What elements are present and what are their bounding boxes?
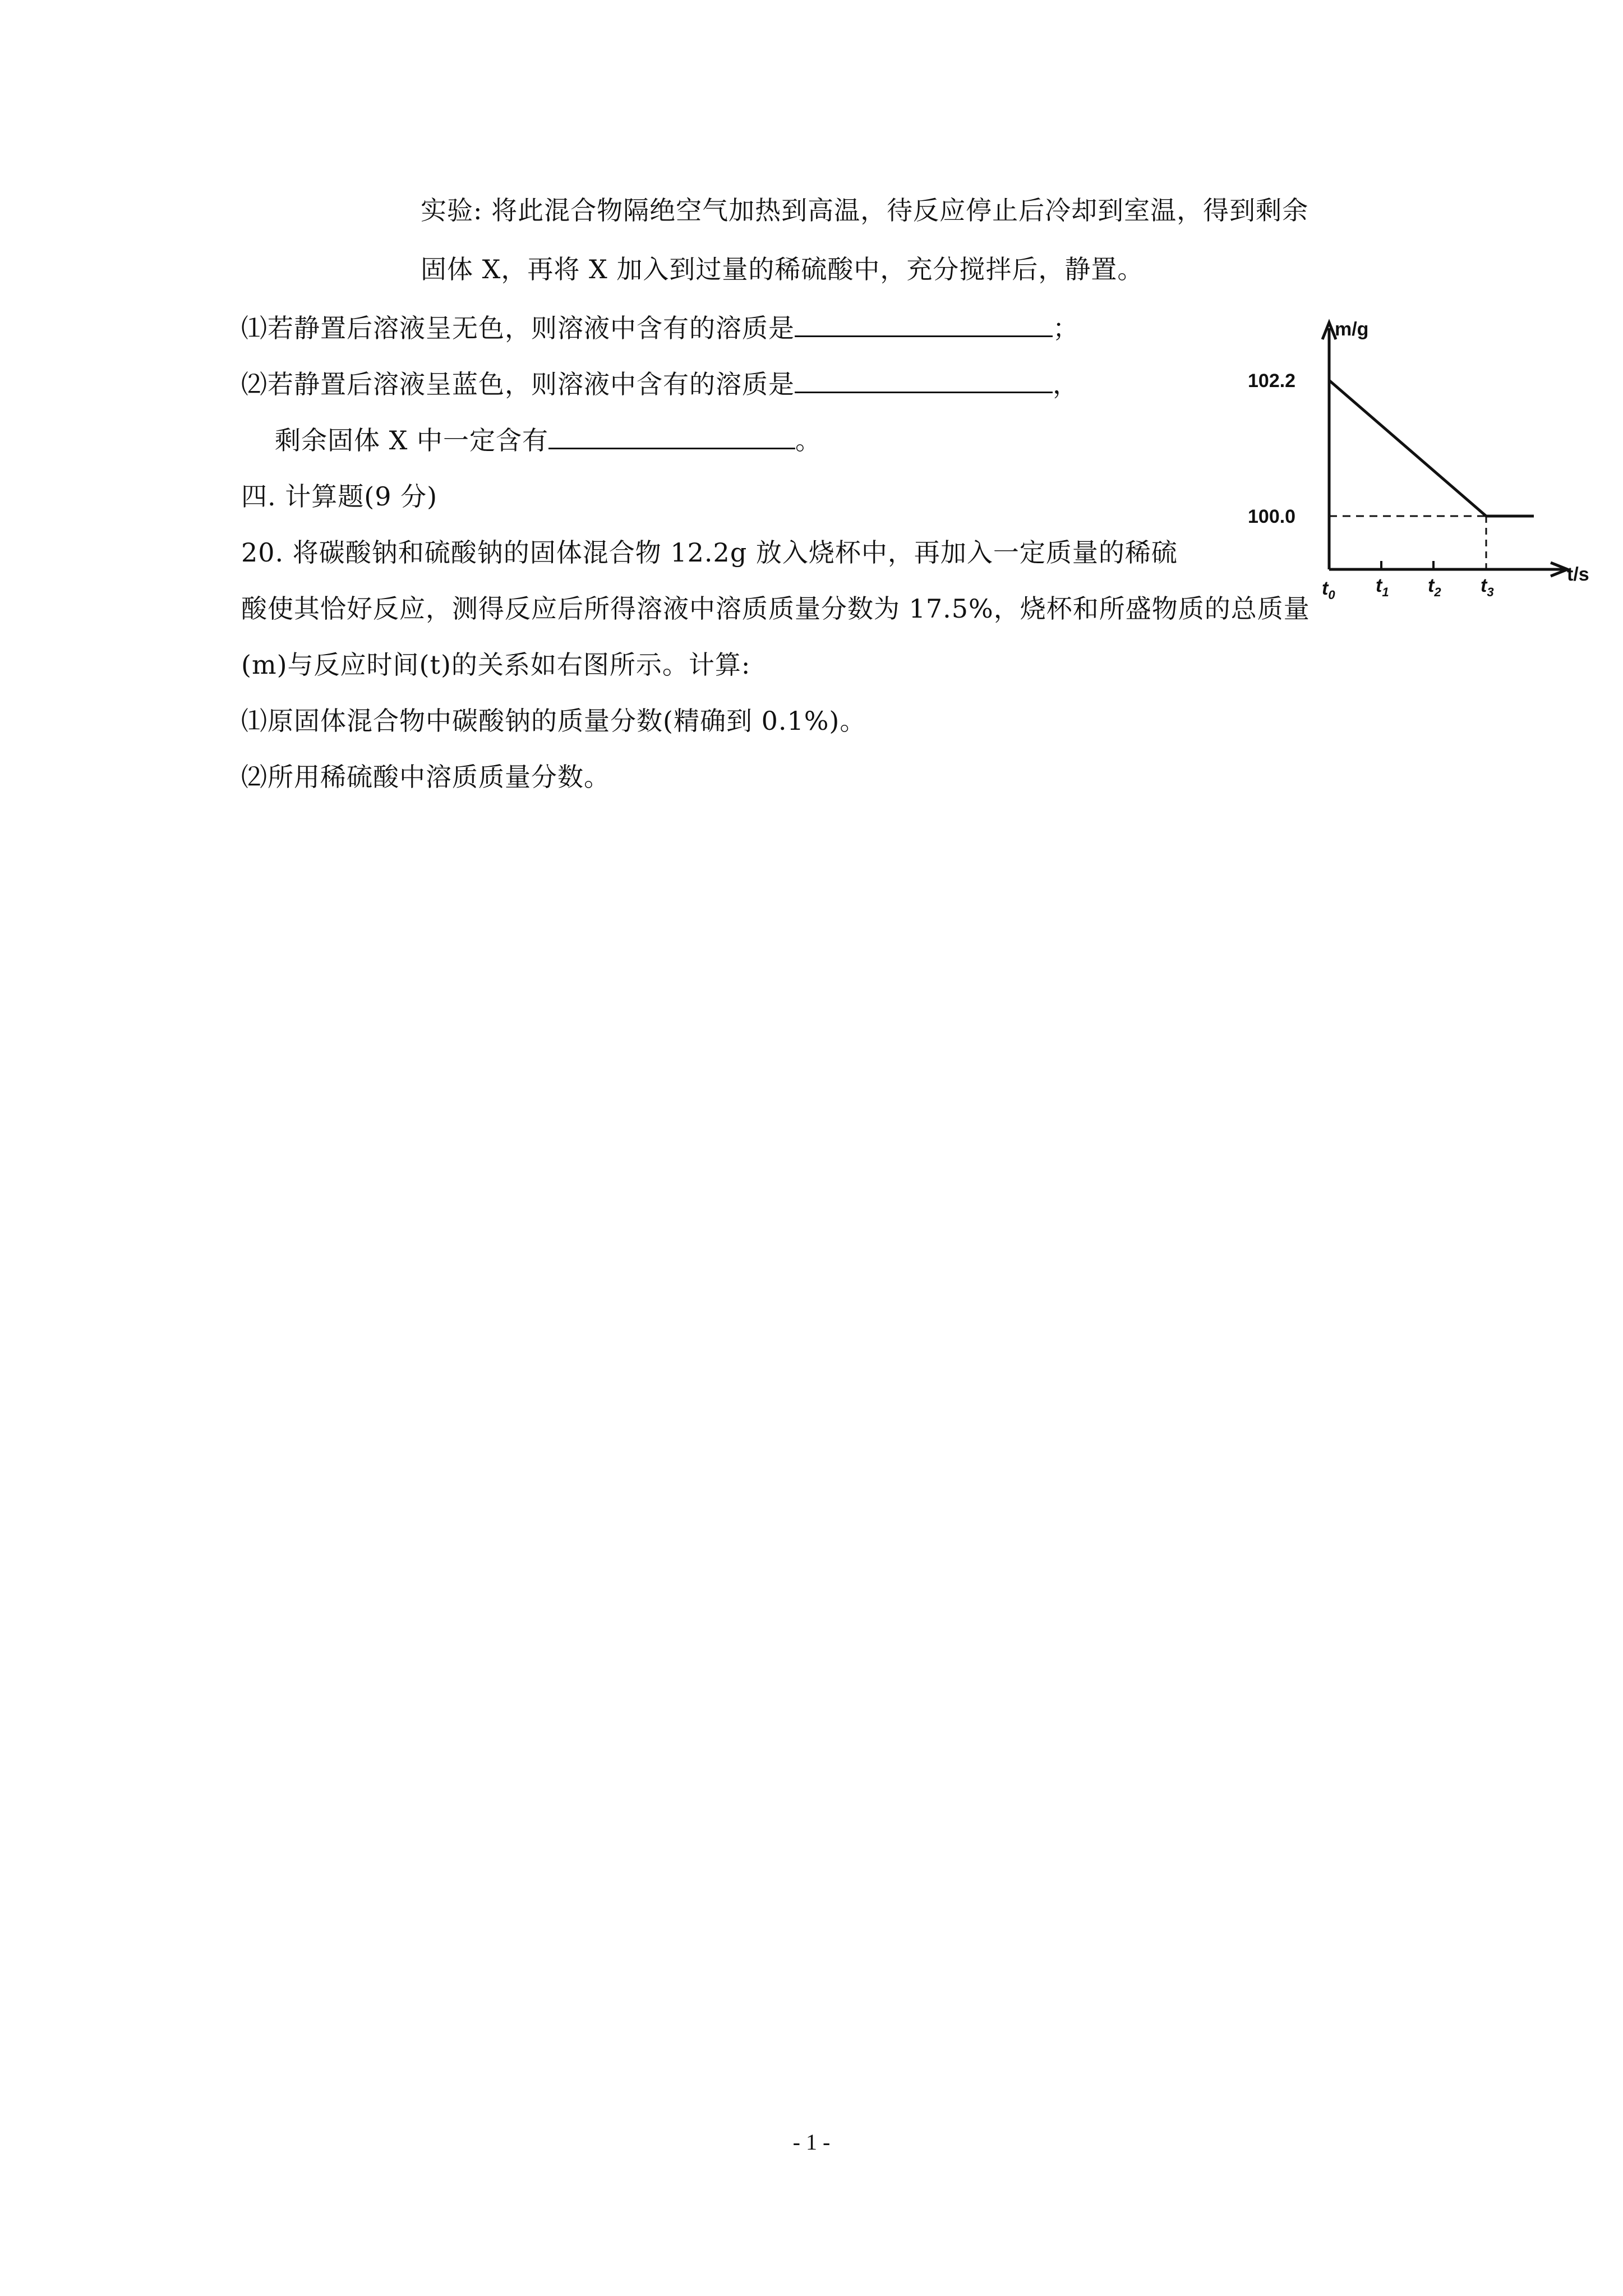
question-2-text: ⑵若静置后溶液呈蓝色，则溶液中含有的溶质是 [241,369,795,399]
answer-blank-2[interactable] [795,369,1053,393]
x-axis-label: t/s [1567,564,1589,585]
question-2 [241,367,1079,401]
question-2-part-b [275,424,822,457]
section-heading: 四. 计算题(9 分) [241,481,438,512]
x-tick-label-t2: $t_2$ [1428,575,1441,599]
question-2b-end: 。 [795,425,822,455]
question-1-text: ⑴若静置后溶液呈无色，则溶液中含有的溶质是 [241,313,795,343]
y-axis-label: m/g [1335,319,1369,340]
x-tick-label-t1: $t_1$ [1376,575,1389,599]
mass-line [1329,380,1534,516]
problem-20-line-2: 酸使其恰好反应，测得反应后所得溶液中溶质质量分数为 17.5%，烧杯和所盛物质的总质量 [241,593,1310,624]
page-number: - 1 - [792,2129,831,2155]
experiment-line-2: 固体 X，再将 X 加入到过量的稀硫酸中，充分搅拌后，静置。 [421,254,1144,284]
y-tick-label-102-2: 102.2 [1248,370,1296,392]
x-tick-label-t3: $t_3$ [1481,575,1494,599]
question-1-end: ； [1053,313,1079,343]
problem-20-line-3: (m)与反应时间(t)的关系如右图所示。计算: [241,650,751,680]
y-tick-label-100-0: 100.0 [1248,506,1296,527]
question-2b-text: 剩余固体 X 中一定含有 [275,425,548,455]
question-2-end: ， [1053,369,1079,399]
mass-time-chart [1239,309,1598,602]
x-tick-label-t0: $t_0$ [1322,578,1335,602]
answer-blank-1[interactable] [795,313,1053,337]
answer-blank-3[interactable] [548,425,795,449]
question-1 [241,311,1079,345]
problem-20-sub-2: ⑵所用稀硫酸中溶质质量分数。 [241,762,610,792]
experiment-line-1: 实验: 将此混合物隔绝空气加热到高温，待反应停止后冷却到室温，得到剩余 [421,195,1309,226]
problem-20-line-1: 20. 将碳酸钠和硫酸钠的固体混合物 12.2g 放入烧杯中，再加入一定质量的稀硫 [241,537,1178,568]
problem-20-sub-1: ⑴原固体混合物中碳酸钠的质量分数(精确到 0.1%)。 [241,706,866,736]
